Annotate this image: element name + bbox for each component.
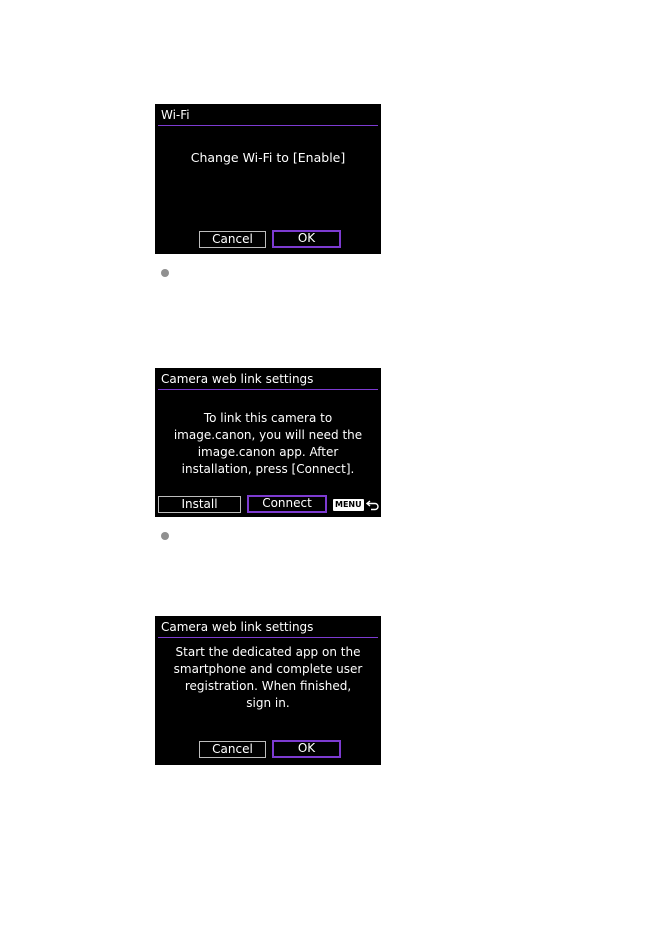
menu-back-button[interactable] — [333, 498, 380, 512]
message-line: sign in. — [246, 696, 290, 710]
connect-button[interactable]: Connect — [247, 495, 327, 513]
title-divider — [158, 125, 378, 126]
message-line: To link this camera to — [203, 411, 333, 425]
screen-title: Camera web link settings — [161, 620, 314, 634]
cancel-button[interactable]: Cancel — [199, 741, 266, 758]
message-line: image.canon, you will need the — [173, 428, 363, 442]
screen-title: Camera web link settings — [161, 372, 314, 386]
bullet-icon — [161, 269, 169, 277]
message-line: Start the dedicated app on the — [175, 645, 361, 659]
install-button[interactable]: Install — [158, 496, 241, 513]
wifi-dialog-screen — [155, 104, 381, 254]
menu-badge: MENU — [335, 500, 362, 509]
dialog-message — [161, 644, 375, 712]
message-line: registration. When finished, — [184, 679, 352, 693]
bullet-icon — [161, 532, 169, 540]
camera-web-link-install-screen — [155, 368, 381, 517]
title-divider — [158, 389, 378, 390]
camera-web-link-registration-screen — [155, 616, 381, 765]
ok-button[interactable]: OK — [272, 230, 341, 248]
dialog-message: Change Wi-Fi to [Enable] — [190, 150, 346, 165]
cancel-button[interactable]: Cancel — [199, 231, 266, 248]
ok-button[interactable]: OK — [272, 740, 341, 758]
return-arrow-icon — [366, 499, 380, 511]
title-divider — [158, 637, 378, 638]
screen-title: Wi-Fi — [161, 108, 190, 122]
message-line: image.canon app. After — [197, 445, 339, 459]
dialog-message — [161, 410, 375, 478]
message-line: smartphone and complete user — [173, 662, 363, 676]
message-line: installation, press [Connect]. — [181, 462, 355, 476]
